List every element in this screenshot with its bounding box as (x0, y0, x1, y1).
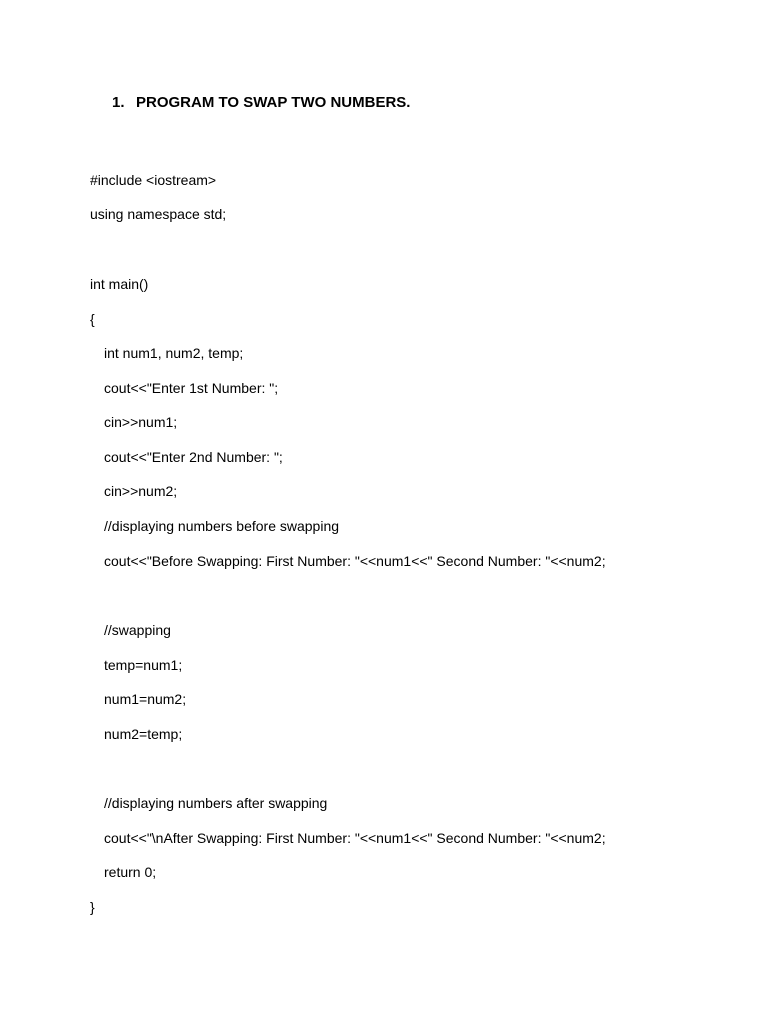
code-line-comment-after: //displaying numbers after swapping (104, 795, 328, 811)
code-line-include: #include <iostream> (90, 172, 217, 188)
code-line-read-second: cin>>num2; (104, 483, 178, 499)
code-line-comment-swapping: //swapping (104, 622, 171, 638)
code-line-open-brace: { (90, 311, 95, 327)
code-line-return: return 0; (104, 864, 157, 880)
code-line-prompt-second: cout<<"Enter 2nd Number: "; (104, 449, 283, 465)
code-line-comment-before: //displaying numbers before swapping (104, 518, 340, 534)
code-line-num2-assign: num2=temp; (104, 726, 183, 742)
code-line-print-before: cout<<"Before Swapping: First Number: "<<num1<<" Second Number: "<<num2; (104, 553, 606, 569)
code-line-declare: int num1, num2, temp; (104, 345, 244, 361)
code-line-namespace: using namespace std; (90, 206, 227, 222)
heading-number: 1. (112, 94, 125, 111)
code-line-print-after: cout<<"\nAfter Swapping: First Number: "<<num1<<" Second Number: "<<num2; (104, 830, 606, 846)
code-line-temp-assign: temp=num1; (104, 657, 183, 673)
code-line-num1-assign: num1=num2; (104, 691, 187, 707)
code-line-prompt-first: cout<<"Enter 1st Number: "; (104, 380, 279, 396)
heading-text: PROGRAM TO SWAP TWO NUMBERS. (136, 94, 411, 111)
code-line-close-brace: } (90, 899, 95, 915)
code-line-read-first: cin>>num1; (104, 414, 178, 430)
code-line-main: int main() (90, 276, 149, 292)
code-block (90, 0, 730, 1024)
